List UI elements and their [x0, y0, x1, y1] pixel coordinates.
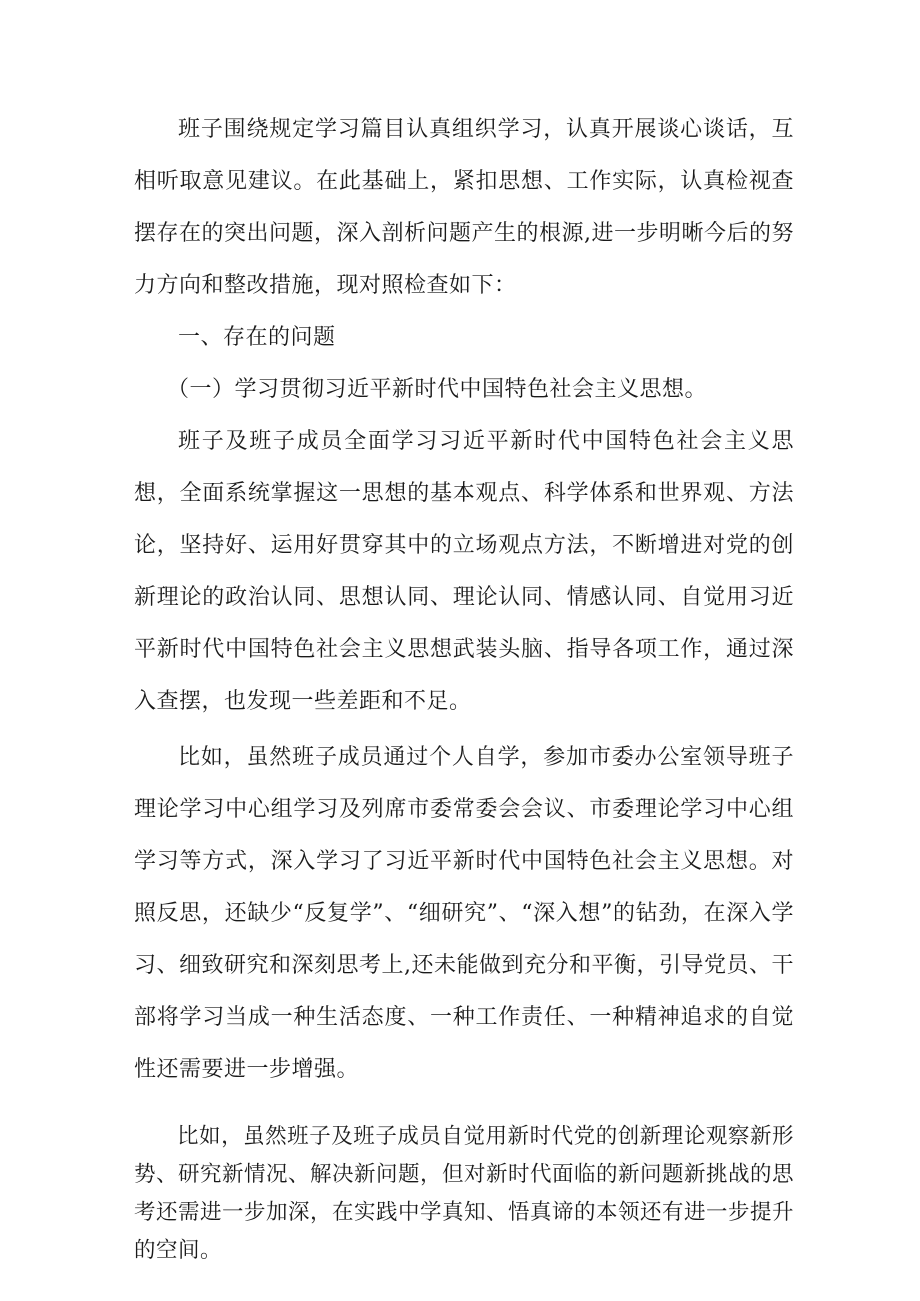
- document-body: [134, 104, 794, 1270]
- intro-paragraph: 班子围绕规定学习篇目认真组织学习，认真开展谈心谈话，互相听取意见建议。在此基础上，紧扣思想、工作实际，认真检视查摆存在的突出问题，深入剖析问题产生的根源,进一步明晰今后的努力方向和整改措施，现对照检查如下：: [134, 117, 794, 298]
- section-heading: 一、存在的问题: [178, 325, 336, 350]
- subsection-heading: （一）学习贯彻习近平新时代中国特色社会主义思想。: [167, 377, 708, 402]
- body-paragraph-2: 比如，虽然班子成员通过个人自学，参加市委办公室领导班子理论学习中心组学习及列席市委常委会会议、市委理论学习中心组学习等方式，深入学习了习近平新时代中国特色社会主义思想。对照反思，还缺少“反复学”、“细研究”、“深入想”的钻劲，在深入学习、细致研究和深刻思考上,还未能做到充分和平衡，引导党员、干部将学习当成一种生活态度、一种工作责任、一种精神追求的自觉性还需要进一步增强。: [134, 745, 794, 1082]
- body-paragraph-1: 班子及班子成员全面学习习近平新时代中国特色社会主义思想，全面系统掌握这一思想的基本观点、科学体系和世界观、方法论，坚持好、运用好贯穿其中的立场观点方法，不断增进对党的创新理论的政治认同、思想认同、理论认同、情感认同、自觉用习近平新时代中国特色社会主义思想武装头脑、指导各项工作，通过深入查摆，也发现一些差距和不足。: [134, 429, 794, 714]
- body-paragraph-3: 比如，虽然班子及班子成员自觉用新时代党的创新理论观察新形势、研究新情况、解决新问题，但对新时代面临的新问题新挑战的思考还需进一步加深，在实践中学真知、悟真谛的本领还有进一步提升的空间。: [134, 1124, 795, 1263]
